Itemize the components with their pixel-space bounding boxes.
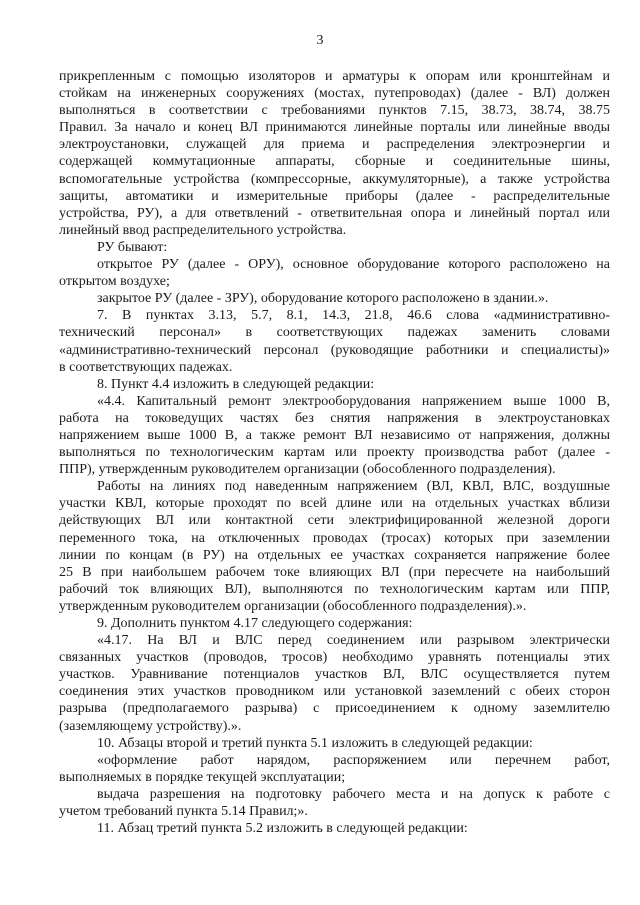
text-line: содержащей коммутационные аппараты, сборные и соединительные шины, <box>59 154 610 170</box>
text-line: защиты, автоматики и измерительные приборы (далее - распределительные <box>59 188 610 204</box>
text-line: устройства, РУ), а для ответвлений - ответвительная опора и линейный портал или <box>59 205 610 221</box>
text-line: линии по концам (в РУ) на отдельных ее участках сохраняется напряжение более <box>59 547 610 563</box>
text-line: участков. Уравнивание потенциалов участков ВЛ, ВЛС осуществляется путем <box>59 667 610 683</box>
text-line: стойкам на инженерных сооружениях (мостах, путепроводах) (далее - ВЛ) должен <box>59 86 610 102</box>
text-line: «4.17. На ВЛ и ВЛС перед соединением или разрывом электрически <box>97 633 610 649</box>
text-line: связанных участков (проводов, тросов) необходимо уравнять потенциалы этих <box>59 650 610 666</box>
text-line: учетом требований пункта 5.14 Правил;». <box>59 804 308 820</box>
text-line: (заземляющему устройству).». <box>59 718 242 734</box>
text-line: РУ бывают: <box>97 239 168 255</box>
text-line: закрытое РУ (далее - ЗРУ), оборудование которого расположено в здании.». <box>97 291 549 307</box>
text-line: выполняться в соответствии с требованиями пунктов 7.15, 38.73, 38.74, 38.75 <box>59 103 610 119</box>
text-line: 8. Пункт 4.4 изложить в следующей редакции: <box>97 376 375 392</box>
text-line: технический персонал» в соответствующих падежах заменить словами <box>59 325 610 341</box>
text-line: открытом воздухе; <box>59 274 170 290</box>
text-line: утвержденным руководителем организации (обособленного подразделения).». <box>59 598 527 614</box>
text-line: действующих ВЛ или контактной сети электрифицированной железной дороги <box>59 513 610 529</box>
text-line: работа на токоведущих частях без снятия напряжения в электроустановках <box>59 410 610 426</box>
text-line: рабочий ток влияющих ВЛ), выполняются по технологическим картам или ППР, <box>59 581 610 597</box>
text-line: прикрепленным с помощью изоляторов и арматуры к опорам или кронштейнам и <box>59 69 610 84</box>
text-line: выполняться по технологическим картам или проекту производства работ (далее - <box>59 445 610 461</box>
text-line: 11. Абзац третий пункта 5.2 изложить в следующей редакции: <box>97 821 468 837</box>
text-line: напряжением выше 1000 В, а также ремонт ВЛ независимо от напряжения, должны <box>59 427 610 443</box>
text-line: 9. Дополнить пунктом 4.17 следующего содержания: <box>97 616 413 631</box>
text-line: 7. В пунктах 3.13, 5.7, 8.1, 14.3, 21.8, 46.6 слова «административно- <box>97 308 610 324</box>
text-line: выдача разрешения на подготовку рабочего места и на допуск к работе с <box>97 786 610 802</box>
text-line: электроустановки, служащей для приема и распределения электроэнергии и <box>59 137 610 153</box>
text-line: «4.4. Капитальный ремонт электрооборудования напряжением выше 1000 В, <box>97 393 610 409</box>
text-line: участки КВЛ, которые проходят по всей длине или на отдельных участках вблизи <box>59 496 610 512</box>
text-line: «административно-технический персонал (руководящие работники и специалисты)» <box>59 342 610 358</box>
text-line: переменного тока, на отключенных проводах (тросах) которых при заземлении <box>59 530 610 546</box>
text-line: 10. Абзацы второй и третий пункта 5.1 изложить в следующей редакции: <box>97 735 533 751</box>
text-line: линейный ввод распределительного устройства. <box>59 222 347 238</box>
text-line: ППР), утвержденным руководителем организации (обособленного подразделения). <box>59 462 556 478</box>
text-line: 25 В при наибольшем рабочем токе влияющих ВЛ (при пересчете на наибольший <box>59 564 610 580</box>
text-line: соединения этих участков проводником или установкой заземлений с обеих сторон <box>59 684 610 700</box>
text-line: разрыва (предполагаемого разрыва) с присоединением к одному заземлителю <box>59 701 610 717</box>
text-line: выполняемых в порядке текущей эксплуатации; <box>59 769 346 785</box>
text-line: вспомогательные устройства (компрессорные, аккумуляторные), а также устройства <box>59 171 610 187</box>
page-number: 3 <box>316 33 324 48</box>
text-line: Правил. За начало и конец ВЛ принимаются линейные порталы или линейные вводы <box>59 120 610 136</box>
text-line: Работы на линиях под наведенным напряжением (ВЛ, КВЛ, ВЛС, воздушные <box>97 479 610 495</box>
document-body <box>59 68 610 837</box>
text-line: в соответствующих падежах. <box>59 359 233 375</box>
text-line: открытое РУ (далее - ОРУ), основное оборудование которого расположено на <box>97 257 610 273</box>
text-line: «оформление работ нарядом, распоряжением или перечнем работ, <box>97 752 610 768</box>
